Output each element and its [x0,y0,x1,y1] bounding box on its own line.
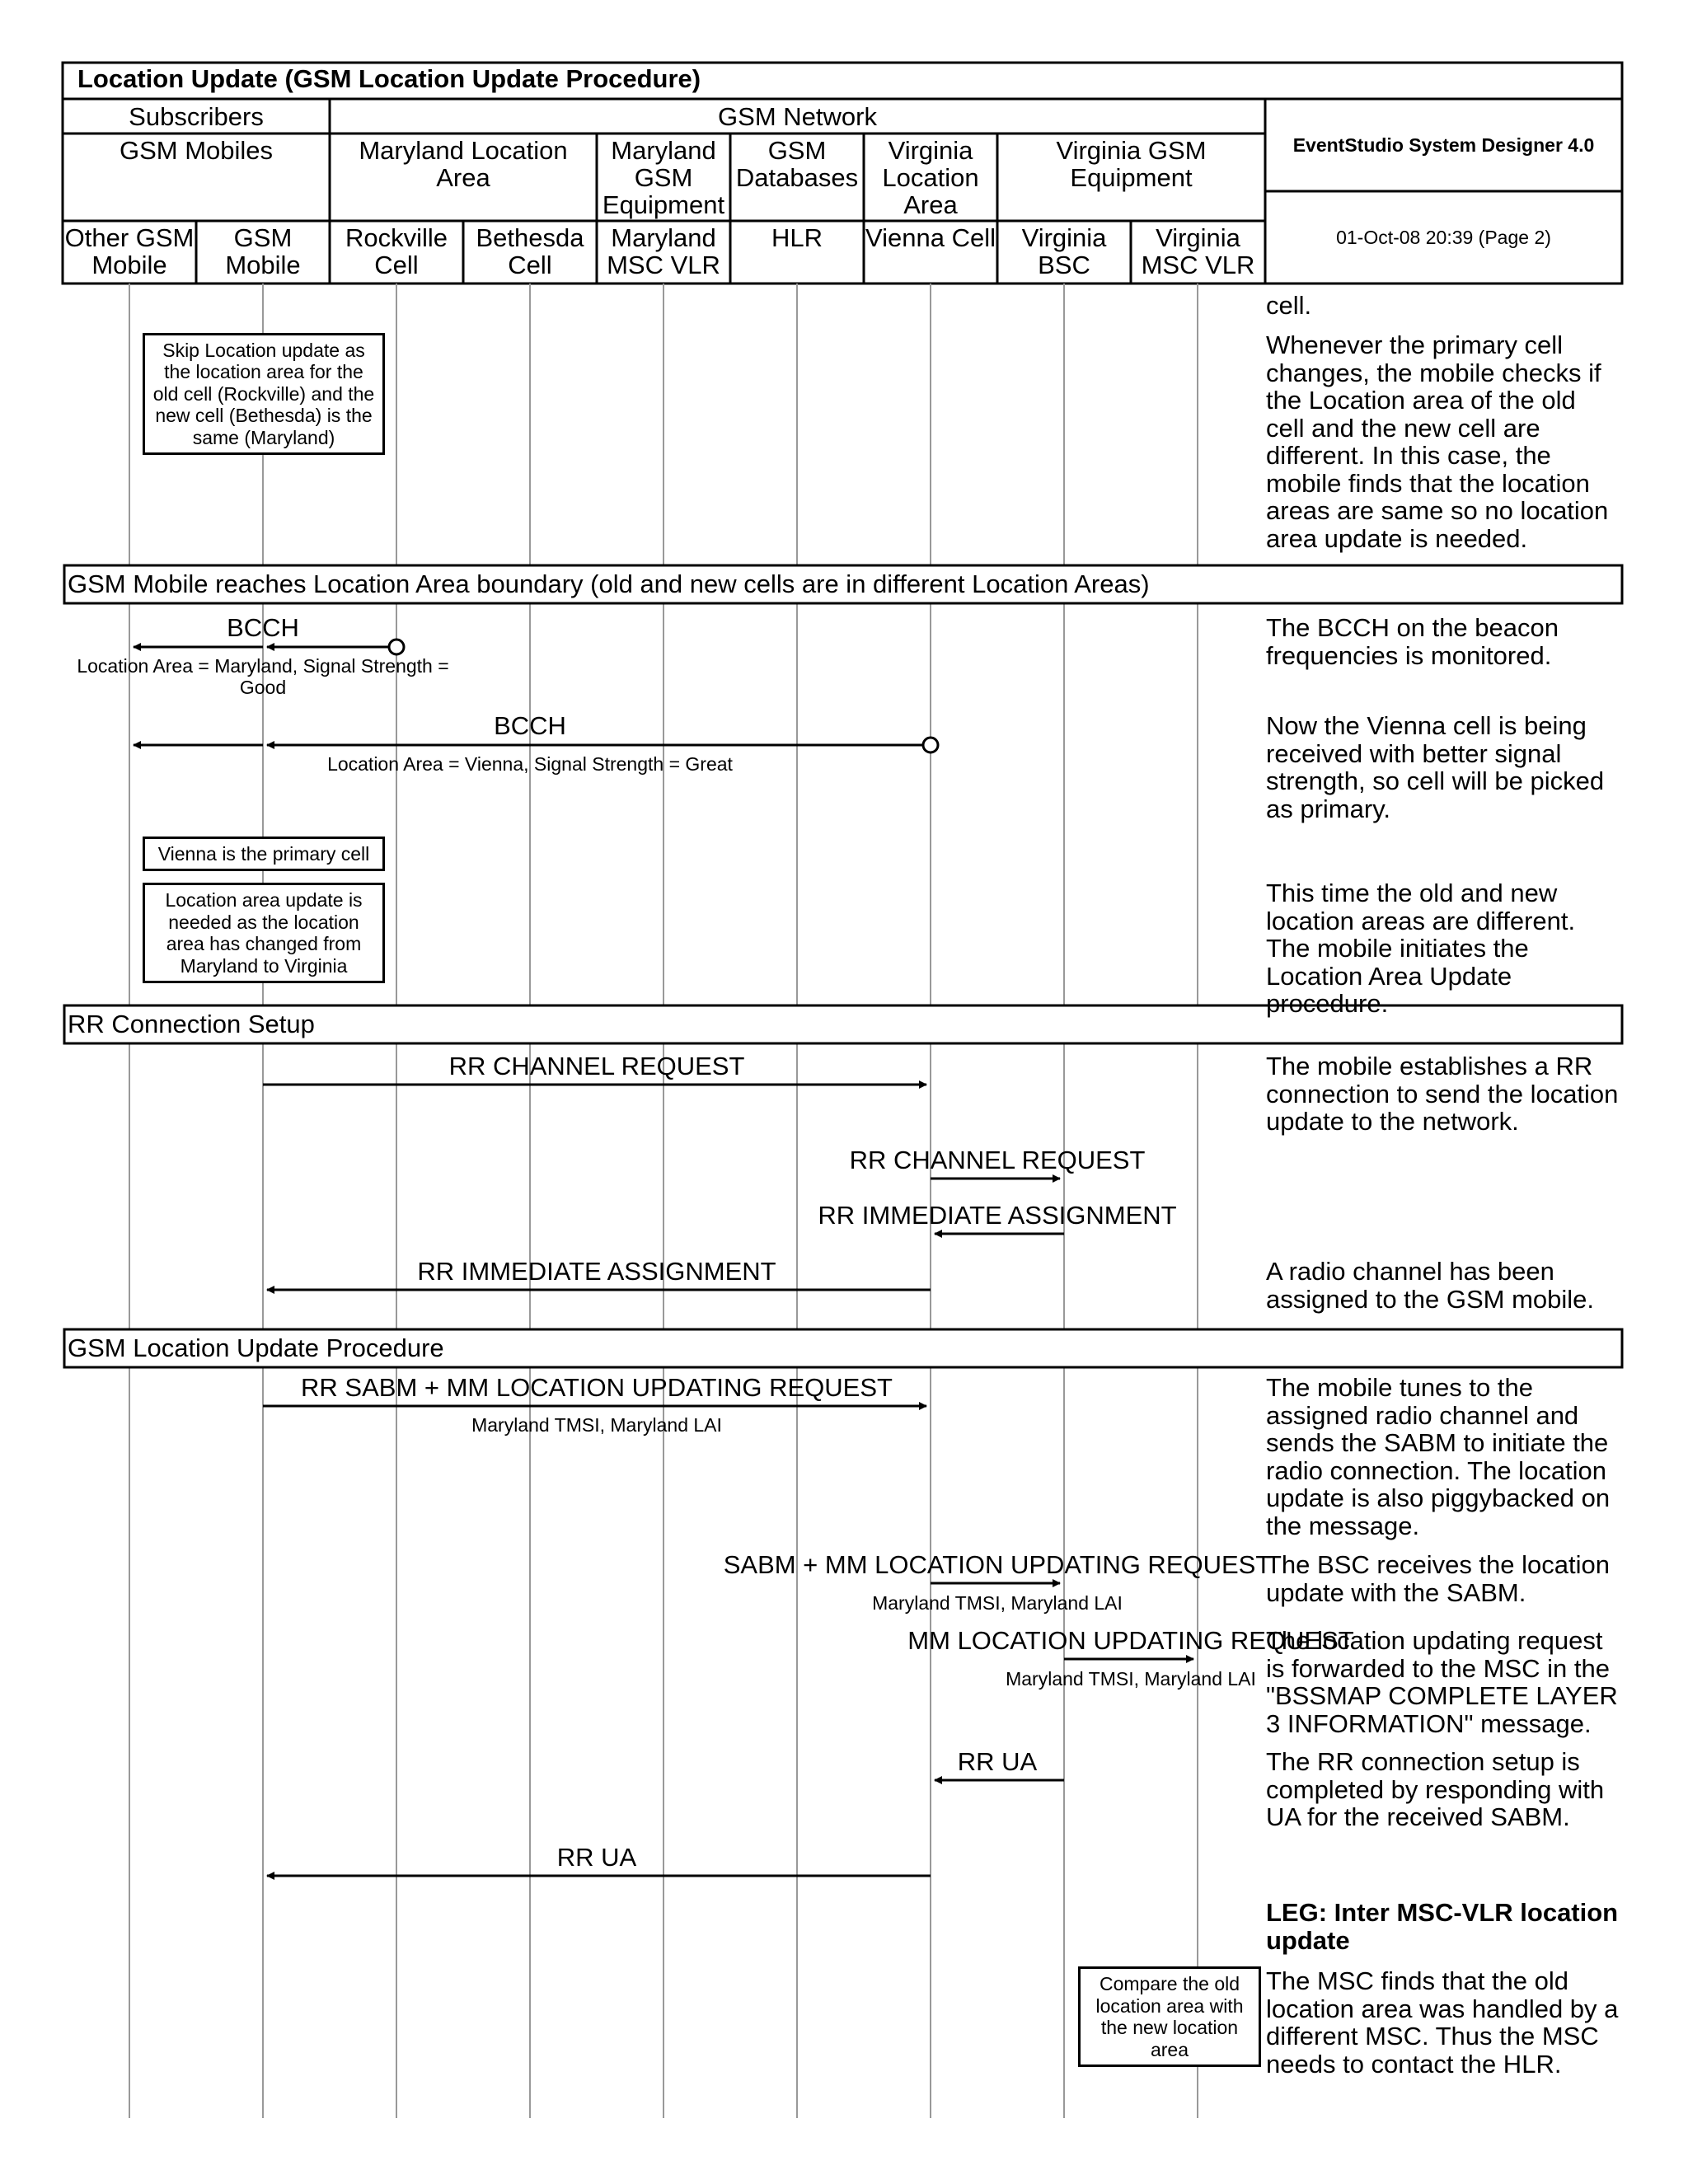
msg-label-rr-immediate-assignment-2: RR IMMEDIATE ASSIGNMENT [417,1257,776,1286]
msg-label-rr-immediate-assignment-1: RR IMMEDIATE ASSIGNMENT [818,1201,1177,1230]
msg-params-bcch-1: Location Area = Maryland, Signal Strength = Good [77,655,449,698]
subgroup-maryland-location-area: Maryland Location Area [359,136,568,192]
entity-virginia-bsc: Virginia BSC [1021,223,1107,279]
entity-maryland-msc-vlr: Maryland MSC VLR [607,223,720,279]
msg-label-rr-ua-2: RR UA [556,1843,637,1872]
note-radio-channel-assigned: A radio channel has been assigned to the GSM mobile. [1266,1257,1595,1314]
date-page: 01-Oct-08 20:39 (Page 2) [1336,226,1551,248]
note-primary-cell-change: Whenever the primary cell changes, the mobile checks if the Location area of the old cell and the new cell are different. In this case, the mobile finds that the location areas are same so no location area update is needed. [1266,330,1609,553]
diagram-title: Location Update (GSM Location Update Procedure) [77,64,701,93]
msg-label-bcch-1: BCCH [227,613,299,642]
subgroup-gsm-databases: GSM Databases [735,136,859,192]
note-bcch-monitored: The BCCH on the beacon frequencies is monitored. [1266,613,1559,670]
note-msc-contact-hlr: The MSC finds that the old location area was handled by a different MSC. Thus the MSC needs to contact the HLR. [1266,1966,1619,2079]
msg-params-mm-location-updating: Maryland TMSI, Maryland LAI [1006,1668,1256,1690]
note-cell-continuation: cell. [1266,291,1312,320]
msg-label-rr-channel-request-1: RR CHANNEL REQUEST [448,1052,745,1080]
subgroup-virginia-location-area: Virginia Location Area [882,136,979,219]
entity-bethesda-cell: Bethesda Cell [476,223,584,279]
entity-hlr: HLR [771,223,823,252]
action-location-update-needed: Location area update is needed as the location area has changed from Maryland to Virginia [143,883,385,983]
subgroup-gsm-mobiles: GSM Mobiles [119,136,274,165]
note-vienna-better-signal: Now the Vienna cell is being received with better signal strength, so cell will be picked as primary. [1266,711,1605,823]
msg-label-rr-sabm: RR SABM + MM LOCATION UPDATING REQUEST [301,1373,893,1402]
msg-label-bcch-2: BCCH [494,711,566,740]
entity-rockville-cell: Rockville Cell [345,223,448,279]
action-skip-location-update: Skip Location update as the location area for the old cell (Rockville) and the new cell (Bethesda) is the same (Maryland) [143,333,385,455]
note-forwarded-to-msc: The location updating request is forwarded to the MSC in the "BSSMAP COMPLETE LAYER 3 INFORMATION" message. [1266,1626,1618,1738]
msg-params-sabm-mm: Maryland TMSI, Maryland LAI [872,1592,1123,1614]
section-location-update-label: GSM Location Update Procedure [68,1333,444,1362]
entity-gsm-mobile: GSM Mobile [225,223,301,279]
entity-other-gsm-mobile: Other GSM Mobile [64,223,195,279]
action-compare-location-area: Compare the old location area with the new location area [1078,1966,1261,2067]
msg-params-bcch-2: Location Area = Vienna, Signal Strength = Great [327,753,733,775]
msg-params-rr-sabm: Maryland TMSI, Maryland LAI [471,1414,722,1436]
msg-label-rr-channel-request-2: RR CHANNEL REQUEST [849,1146,1146,1174]
group-subscribers: Subscribers [129,101,264,131]
note-leg-title: LEG: Inter MSC-VLR location update [1266,1898,1619,1955]
msg-label-sabm-mm: SABM + MM LOCATION UPDATING REQUEST [723,1550,1272,1579]
section-boundary-label: GSM Mobile reaches Location Area boundary (old and new cells are in different Location Areas) [68,569,1150,598]
section-rr-setup-label: RR Connection Setup [68,1010,315,1038]
group-gsm-network: GSM Network [718,101,877,131]
msg-label-rr-ua-1: RR UA [957,1747,1038,1776]
note-different-location-areas: This time the old and new location areas are different. The mobile initiates the Location Area Update procedure. [1266,879,1576,1018]
subgroup-maryland-gsm-equipment: Maryland GSM Equipment [602,136,725,219]
action-vienna-primary: Vienna is the primary cell [143,837,385,871]
entity-virginia-msc-vlr: Virginia MSC VLR [1141,223,1255,279]
note-rr-connection: The mobile establishes a RR connection to send the location update to the network. [1266,1052,1619,1136]
entity-vienna-cell: Vienna Cell [865,223,996,252]
note-bsc-receives: The BSC receives the location update with the SABM. [1266,1550,1610,1607]
tool-name: EventStudio System Designer 4.0 [1292,134,1595,156]
subgroup-virginia-gsm-equipment: Virginia GSM Equipment [1056,136,1207,192]
note-sabm-tunes: The mobile tunes to the assigned radio channel and sends the SABM to initiate the radio connection. The location update is also piggybacked on the message. [1266,1373,1611,1540]
msg-label-mm-location-updating: MM LOCATION UPDATING REQUEST [907,1626,1354,1655]
note-rr-setup-completed: The RR connection setup is completed by responding with UA for the received SABM. [1266,1747,1605,1831]
